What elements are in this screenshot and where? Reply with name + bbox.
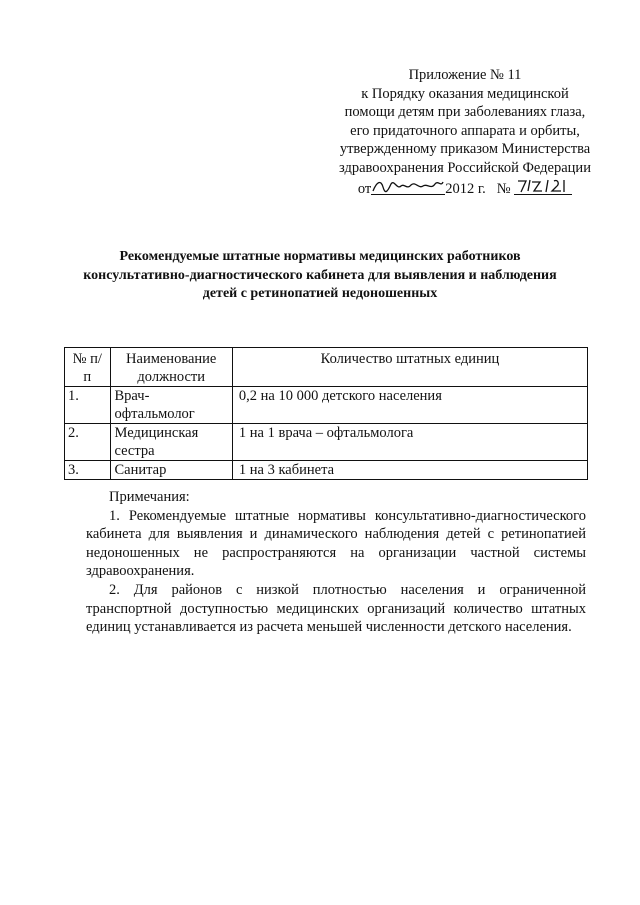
row-number: 1. (65, 387, 111, 424)
appendix-line: здравоохранения Российской Федерации (339, 159, 591, 176)
appendix-line: к Порядку оказания медицинской (361, 85, 569, 102)
row-position: Медицинская сестра (110, 424, 232, 461)
row-quantity: 1 на 3 кабинета (232, 461, 587, 480)
handwritten-order-number (514, 178, 572, 195)
staffing-table (64, 347, 588, 480)
note-item: 2. Для районов с низкой плотностью населения и ограниченной транспортной доступностью медицинских организаций количество штатных единиц устанавливается из расчета меньшей численности детского населения. (86, 581, 586, 636)
header-number: № п/п (65, 348, 111, 387)
note-item: 1. Рекомендуемые штатные нормативы консультативно-диагностического кабинета для выявления и динамического наблюдения детей с ретинопатией недоношенных не распространяются на организации частной системы здравоохранения. (86, 507, 586, 580)
date-prefix: от (357, 180, 372, 197)
appendix-line: помощи детям при заболеваниях глаза, (344, 104, 586, 121)
row-number: 2. (65, 424, 111, 461)
row-number: 3. (65, 461, 111, 480)
header-quantity: Количество штатных единиц (232, 348, 587, 387)
notes-section (86, 488, 586, 637)
table-row (65, 424, 588, 461)
order-date-line (330, 178, 600, 199)
appendix-line: его придаточного аппарата и орбиты, (350, 122, 580, 139)
table-row (65, 461, 588, 480)
handwritten-date-signature (371, 178, 445, 195)
row-position: Врач-офтальмолог (110, 387, 232, 424)
row-position: Санитар (110, 461, 232, 480)
document-title (70, 248, 570, 304)
table-row (65, 387, 588, 424)
appendix-block (330, 66, 600, 198)
title-line: консультативно-диагностического кабинета для выявления и наблюдения (83, 267, 557, 283)
appendix-line: утвержденному приказом Министерства (339, 141, 591, 158)
title-line: Рекомендуемые штатные нормативы медицинских работников (119, 249, 521, 264)
appendix-line: Приложение № 11 (408, 67, 522, 83)
table-header-row (65, 348, 588, 387)
row-quantity: 0,2 на 10 000 детского населения (232, 387, 587, 424)
notes-heading: Примечания: (109, 489, 190, 505)
row-quantity: 1 на 1 врача – офтальмолога (232, 424, 587, 461)
number-label: № (496, 180, 511, 197)
title-line: детей с ретинопатией недоношенных (202, 286, 438, 301)
header-position: Наименование должности (110, 348, 232, 387)
date-suffix: 2012 г. (445, 180, 486, 197)
